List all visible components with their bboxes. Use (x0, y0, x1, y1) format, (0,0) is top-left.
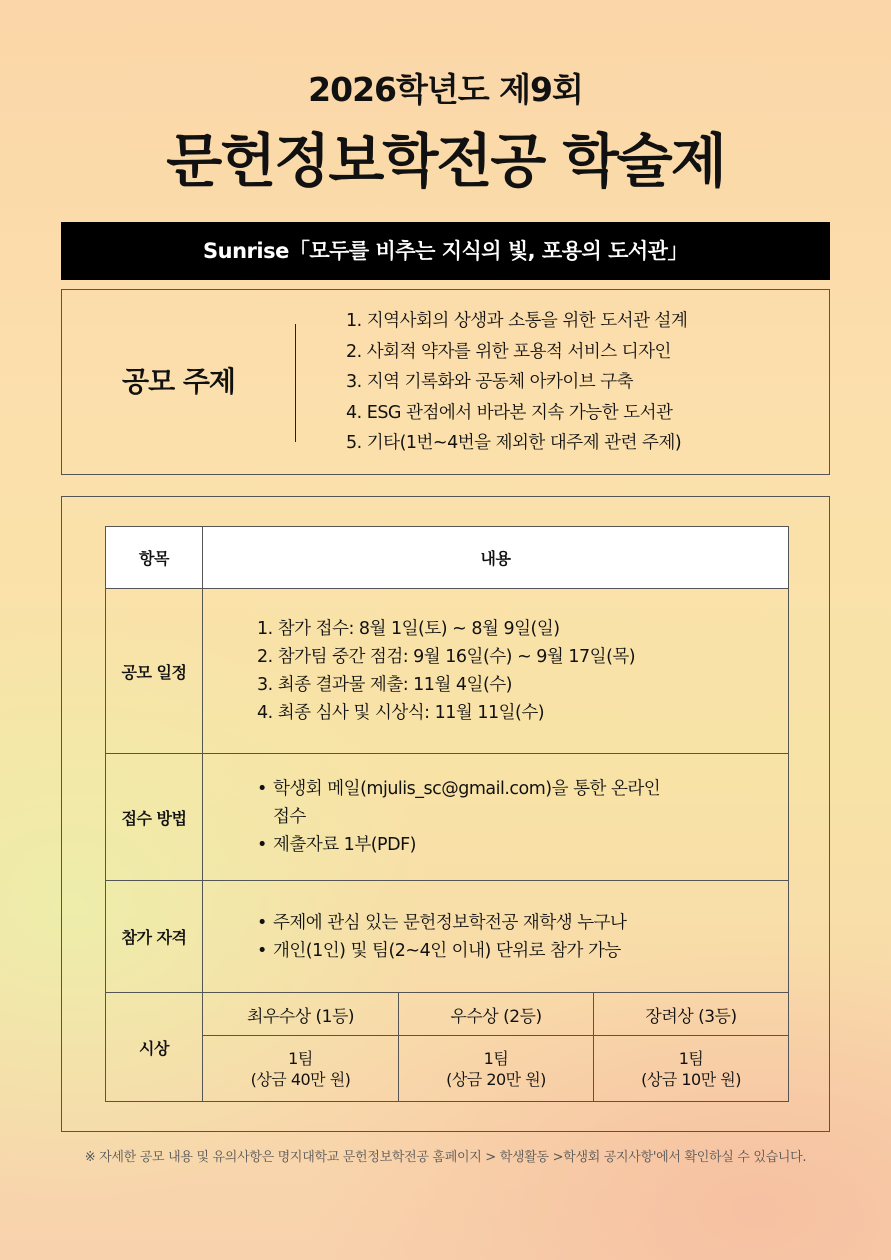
table-row-eligibility (106, 881, 789, 993)
topic-box (61, 289, 830, 475)
award-team: 1팀 (288, 1048, 313, 1068)
topic-item: 5. 기타(1번~4번을 제외한 대주제 관련 주제) (346, 433, 682, 453)
method-content (203, 754, 789, 881)
subtitle: 2026학년도 제9회 (308, 70, 583, 109)
schedule-content (203, 589, 789, 754)
award-name-3: 장려상 (3등) (594, 993, 789, 1036)
theme-banner: Sunrise「모두를 비추는 지식의 빛, 포용의 도서관」 (61, 222, 830, 280)
eligibility-item: • 주제에 관심 있는 문헌정보학전공 재학생 누구나 (257, 909, 788, 937)
award-team: 1팀 (483, 1048, 509, 1068)
topic-label: 공모 주제 (122, 365, 235, 398)
method-item: • 학생회 메일(mjulis_sc@gmail.com)을 통한 온라인 접수 (257, 775, 677, 831)
row-label-eligibility: 참가 자격 (106, 881, 203, 993)
schedule-item: 2. 참가팀 중간 점검: 9월 16일(수) ~ 9월 17일(목) (257, 647, 636, 667)
topic-item: 3. 지역 기록화와 공동체 아카이브 구축 (346, 372, 634, 392)
row-label-method: 접수 방법 (106, 754, 203, 881)
eligibility-content (203, 881, 789, 993)
table-row-awards-head (106, 993, 789, 1036)
topic-item: 4. ESG 관점에서 바라본 지속 가능한 도서관 (346, 402, 673, 423)
award-name-1: 최우수상 (1등) (203, 993, 399, 1036)
topic-divider (295, 324, 296, 442)
footnote: ※ 자세한 공모 내용 및 유의사항은 명지대학교 문헌정보학전공 홈페이지 > 학생활동 >학생회 공지사항'에서 확인하실 수 있습니다. (84, 1150, 807, 1165)
award-name-2: 우수상 (2등) (399, 993, 594, 1036)
topic-list (346, 306, 687, 459)
table-row-method (106, 754, 789, 881)
award-prize: (상금 40만 원) (250, 1069, 351, 1089)
table-row-awards-value (106, 1036, 789, 1102)
eligibility-item: • 개인(1인) 및 팀(2~4인 이내) 단위로 참가 가능 (257, 937, 788, 965)
award-value-2 (399, 1036, 594, 1102)
info-table (105, 526, 789, 1102)
header-item: 항목 (106, 527, 203, 589)
info-box (61, 496, 830, 1132)
table-header-row (106, 527, 789, 589)
award-value-1 (203, 1036, 399, 1102)
topic-item: 2. 사회적 약자를 위한 포용적 서비스 디자인 (346, 341, 671, 362)
award-prize: (상금 10만 원) (641, 1069, 741, 1089)
award-prize: (상금 20만 원) (446, 1069, 546, 1089)
table-row-schedule (106, 589, 789, 754)
award-value-3 (594, 1036, 789, 1102)
schedule-item: 4. 최종 심사 및 시상식: 11월 11일(수) (257, 703, 545, 723)
eligibility-list (257, 909, 788, 965)
schedule-item: 3. 최종 결과물 제출: 11월 4일(수) (257, 675, 513, 695)
schedule-list (257, 615, 788, 727)
header-content: 내용 (203, 527, 789, 589)
award-team: 1팀 (678, 1048, 704, 1068)
method-list (257, 775, 677, 859)
schedule-item: 1. 참가 접수: 8월 1일(토) ~ 8월 9일(일) (257, 619, 560, 639)
method-item: • 제출자료 1부(PDF) (257, 831, 677, 859)
topic-item: 1. 지역사회의 상생과 소통을 위한 도서관 설계 (346, 311, 688, 331)
row-label-awards: 시상 (106, 993, 203, 1102)
row-label-schedule: 공모 일정 (106, 589, 203, 754)
page-title: 문헌정보학전공 학술제 (166, 127, 725, 195)
